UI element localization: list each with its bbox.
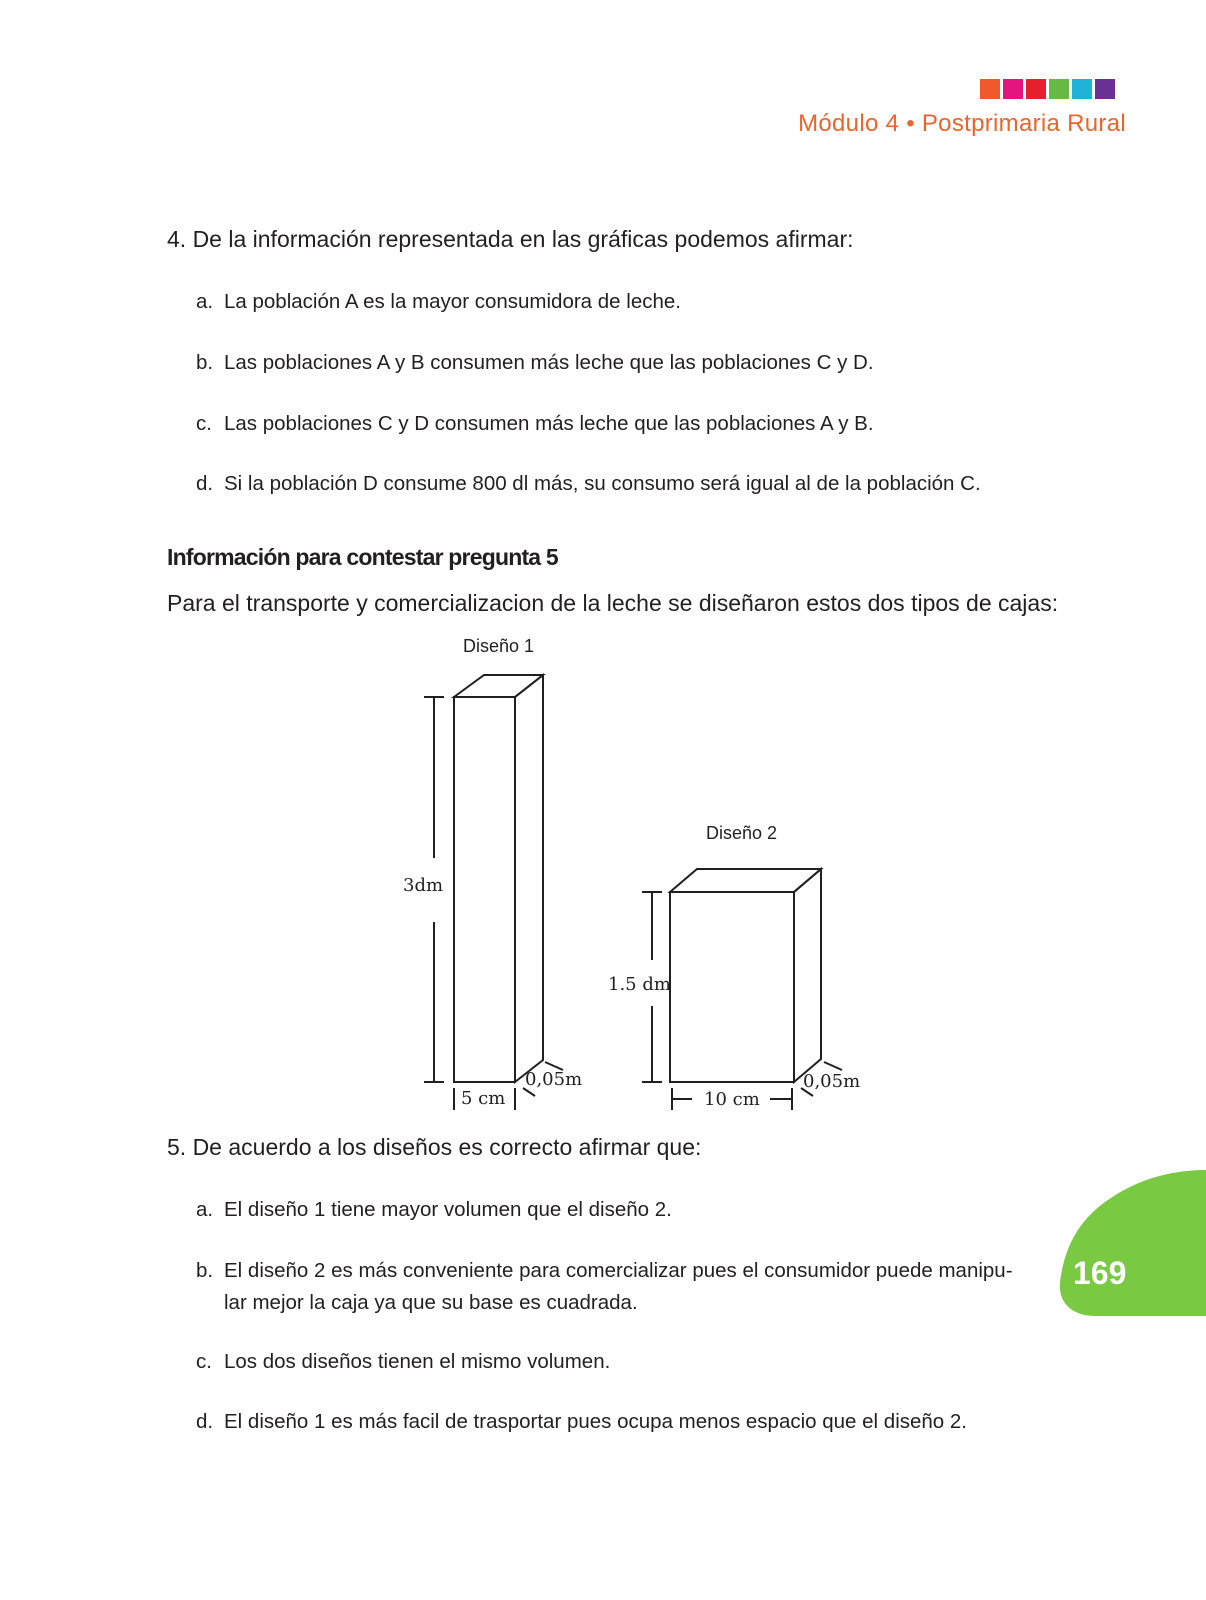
q5-option-d [196, 1406, 967, 1438]
option-letter: c. [196, 1350, 212, 1373]
option-letter: c. [196, 412, 212, 435]
option-letter: a. [196, 1198, 214, 1221]
page-number-blob [1056, 1170, 1206, 1316]
option-letter: d. [196, 472, 214, 495]
module-title: Módulo 4 • Postprimaria Rural [798, 110, 1126, 137]
option-text: Las poblaciones A y B consumen más leche que las poblaciones C y D. [224, 351, 874, 374]
design1-box-front [454, 697, 515, 1082]
option-text-continued: lar mejor la caja ya que su base es cuadrada. [224, 1291, 638, 1314]
option-letter: d. [196, 1410, 214, 1433]
section-title: Información para contestar pregunta 5 [167, 544, 558, 570]
design1-height-label: 3dm [403, 875, 444, 896]
question-5: 5. De acuerdo a los diseños es correcto afirmar que: [167, 1134, 702, 1160]
option-letter: b. [196, 351, 214, 374]
design2-label: Diseño 2 [706, 823, 778, 843]
question-4: 4. De la información representada en las gráficas podemos afirmar: [167, 226, 854, 252]
design2-width-label: 10 cm [704, 1089, 760, 1110]
option-text: El diseño 1 tiene mayor volumen que el diseño 2. [224, 1198, 672, 1221]
design2-height-label: 1.5 dm [608, 974, 671, 995]
option-text: Si la población D consume 800 dl más, su consumo será igual al de la población C. [224, 472, 981, 495]
option-text: Las poblaciones C y D consumen más leche que las poblaciones A y B. [224, 412, 874, 435]
design1-box-side [515, 675, 543, 1082]
option-letter: b. [196, 1259, 214, 1282]
design1-width-label: 5 cm [461, 1088, 506, 1109]
option-text: El diseño 2 es más conveniente para comercializar pues el consumidor puede manipu- [224, 1259, 1013, 1282]
option-letter: a. [196, 290, 214, 313]
design2-box-front [670, 892, 794, 1082]
option-text: La población A es la mayor consumidora de leche. [224, 290, 681, 313]
design2-depth-label: 0,05m [803, 1071, 861, 1092]
design2-box-side [794, 869, 821, 1082]
section-intro: Para el transporte y comercializacion de la leche se diseñaron estos dos tipos de cajas: [167, 590, 1059, 616]
design1-label: Diseño 1 [463, 636, 535, 656]
design1-depth-label: 0,05m [525, 1069, 583, 1090]
option-text: El diseño 1 es más facil de trasportar pues ocupa menos espacio que el diseño 2. [224, 1410, 967, 1433]
page-number: 169 [1073, 1255, 1127, 1291]
option-text: Los dos diseños tienen el mismo volumen. [224, 1350, 611, 1373]
q5-option-c [196, 1346, 610, 1378]
q5-option-a [196, 1194, 672, 1226]
q5-option-b [196, 1255, 1013, 1319]
